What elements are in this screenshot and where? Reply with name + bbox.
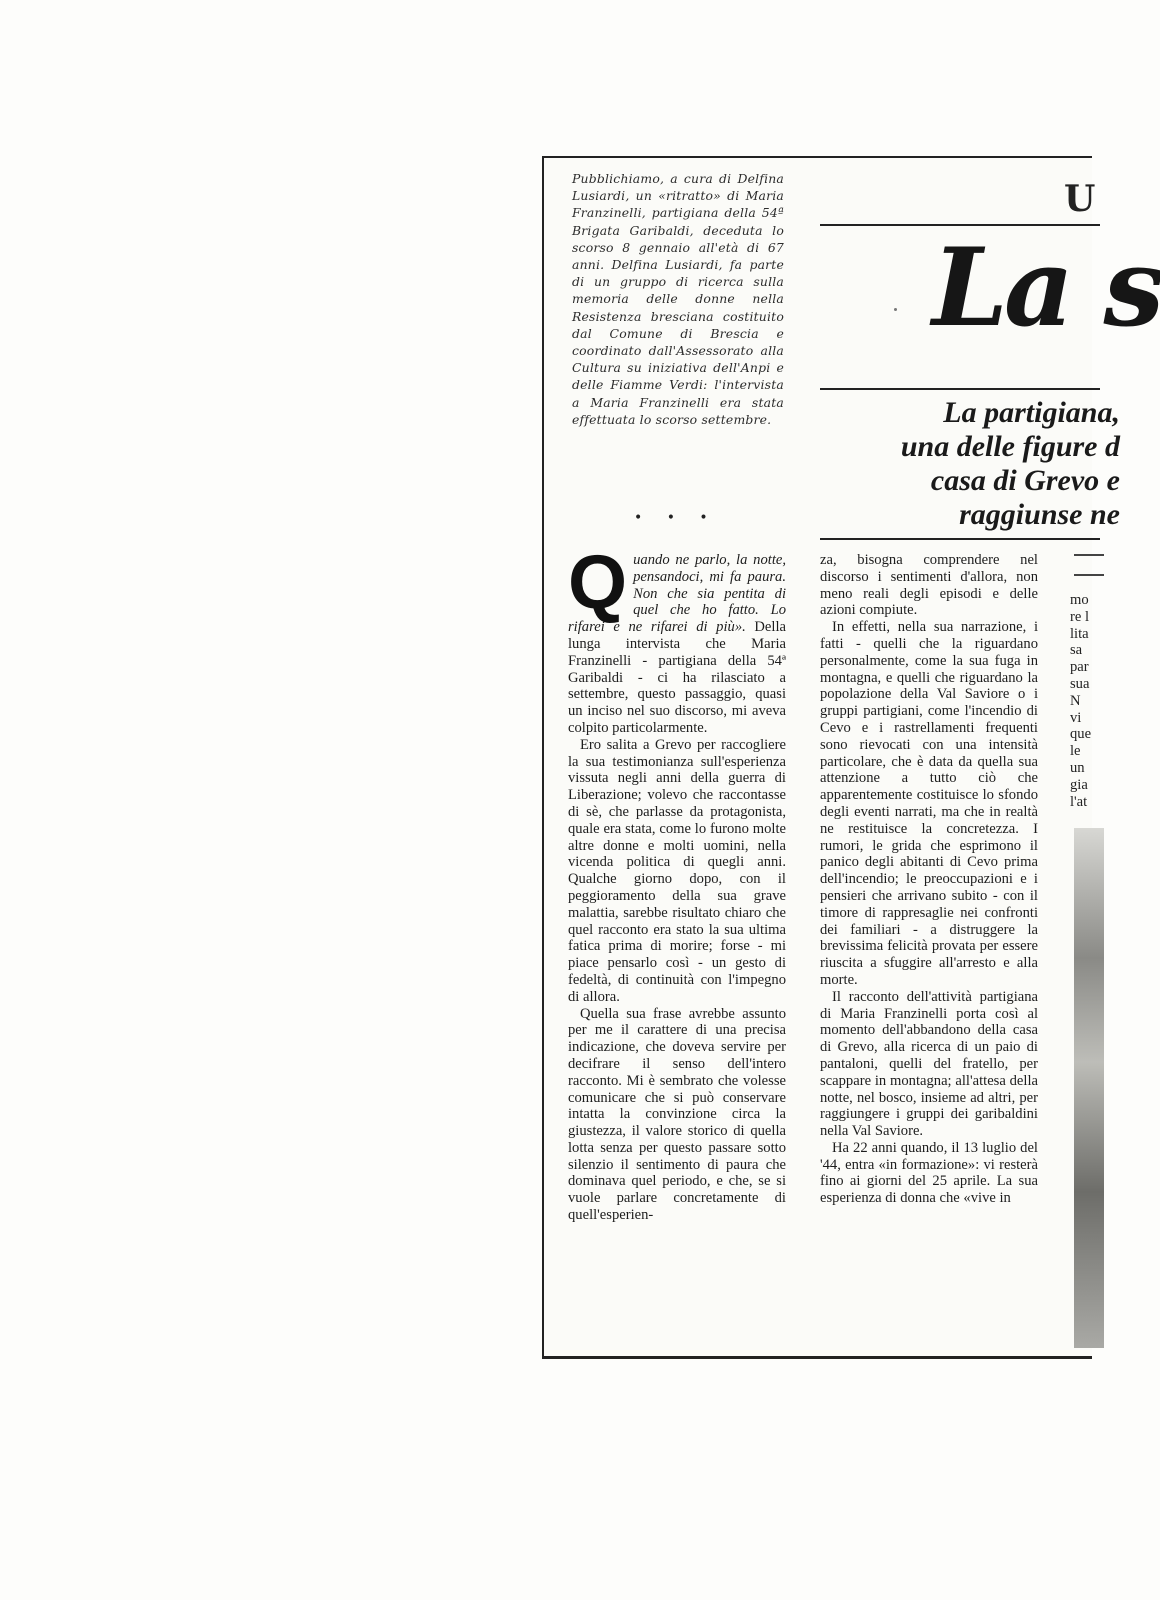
editorial-intro: Pubblichiamo, a cura di Delfina Lusiardi, un «ritratto» di Maria Franzinelli, partigiana della 54ª Brigata Garibaldi, deceduta lo scorso 8 gennaio all'età di 67 anni. Delfina Lusiardi, fa parte di un gruppo di ricerca sulla memoria delle donne nella Resistenza bresciana costituito dal Comune di Brescia e coordinato dall'Assessorato alla Cultura su iniziativa dell'Anpi e delle Fiamme Verdi: l'intervista a Maria Franzinelli era stata effettuata lo scorso settembre. <box>572 171 784 427</box>
quote-lead: uando ne parlo, la notte, pensandoci, mi fa paura. Non che sia pentita di quel che ho fatto. Lo rifarei e ne rifarei di più». <box>568 552 786 636</box>
line-fragment: lita <box>1070 625 1089 642</box>
article-paragraph: Il racconto dell'attività partigiana di Maria Franzinelli porta così al momento dell'abbandono della casa di Grevo, alla ricerca di un paio di pantaloni, quelli del fratello, per scappare in montagna; all'attesa della notte, nel bosco, insieme ad altri, per raggiungere i gruppi dei garibaldini nella Val Saviore. <box>820 988 1038 1140</box>
article-paragraph: Ero salita a Grevo per raccogliere la sua testimonianza sull'esperienza vissuta negli anni della guerra di Liberazione; volevo che raccontasse di sè, che parlasse da protagonista, quale era stata, come lo furono molte altre donne e molti uomini, nella vicenda politica di quegli anni. Qualche giorno dopo, con il peggioramento della sua grave malattia, sarebbe risultato chiaro che quel racconto era stato la sua ultima fatica prima di morire; forse - mi piace pensarlo così - un gesto di fedeltà, di continuità con l'impegno di allora. <box>568 736 786 1005</box>
print-speck <box>894 308 897 311</box>
article-paragraph <box>568 540 786 737</box>
drop-cap: Q <box>568 540 628 625</box>
line-fragment: gia <box>1070 776 1088 793</box>
article-paragraph: In effetti, nella sua narrazione, i fatti - quelli che la riguardano personalmente, come la sua fuga in montagna, e quelli che riguardano la popolazione della Val Saviore o i gruppi partigiani, come l'incendio di Cevo e i rastrellamenti frequenti sono rievocati con una intensità particolare, che è data da quella sua attenzione a tutto ciò che apparentemente costituisce lo sfondo degli eventi narrati, ma che in realtà ne restituisce la concretezza. I rumori, le grida che esprimono il panico degli abitanti di Cevo prima dell'incendio; le preoccupazioni e i pensieri che arrivano subito - con il timore di rappresaglie nei confronti dei familiari - a distruggere la brevissima felicità provata per essere riuscita a sfuggire all'arresto e alla morte. <box>820 619 1038 988</box>
line-fragment: le <box>1070 743 1081 760</box>
line-fragment: sa <box>1070 642 1083 659</box>
line-fragment: N <box>1070 692 1081 709</box>
header-rule-bottom <box>820 538 1100 540</box>
subhead-line: casa di Grevo e <box>930 464 1120 497</box>
paragraph-text: Della lunga intervista che Maria Franzinelli - partigiana della 54ª Garibaldi - ci ha rilasciato a settembre, questo passaggio, quasi un inciso nel suo discorso, mi aveva colpito particolarmente. <box>568 619 786 736</box>
column-rule <box>1074 574 1104 576</box>
line-fragment: un <box>1070 759 1085 776</box>
headline: La s <box>932 225 1160 351</box>
newspaper-clipping <box>542 156 1160 1359</box>
article-column-2 <box>820 552 1038 1207</box>
article-paragraph: Ha 22 anni quando, il 13 luglio del '44, entra «in formazione»: vi resterà fino ai giorni del 25 aprile. La sua esperienza di donna che «vive in <box>820 1139 1038 1207</box>
article-paragraph: Quella sua frase avrebbe assunto per me il carattere di una precisa indicazione, che doveva servire per decifrare il senso dell'intero racconto. Mi è sembrato che volesse comunicare che si può conservare intatta la convinzione circa la giustezza, il valore storico di quella lotta senza per questo passare sotto silenzio il sentimento di paura che dominava quel periodo, e che, se si vuole parlare concretamente di quell'esperien- <box>568 1005 786 1224</box>
photo-fragment <box>1074 828 1104 1348</box>
line-fragment: que <box>1070 726 1092 743</box>
line-fragment: vi <box>1070 709 1082 726</box>
line-fragment: re l <box>1070 608 1090 625</box>
line-fragment: sua <box>1070 675 1090 692</box>
subheadline <box>820 396 1120 532</box>
article-paragraph: za, bisogna comprendere nel discorso i sentimenti d'allora, non meno reali degli episodi e delle azioni compiute. <box>820 552 1038 619</box>
subhead-line: raggiunse ne <box>959 498 1120 531</box>
subhead-line: La partigiana, <box>943 396 1120 429</box>
subhead-line: una delle figure d <box>900 430 1120 463</box>
section-header-fragment: U <box>1064 178 1096 220</box>
line-fragment: mo <box>1070 592 1089 608</box>
line-fragment: l'at <box>1070 793 1088 810</box>
article-column-3-cut <box>1070 592 1110 810</box>
header-rule-middle <box>820 388 1100 390</box>
column-rule <box>1074 554 1104 556</box>
article-column-1 <box>568 540 786 1224</box>
line-fragment: par <box>1070 659 1089 676</box>
section-separator: • • • <box>634 510 718 526</box>
